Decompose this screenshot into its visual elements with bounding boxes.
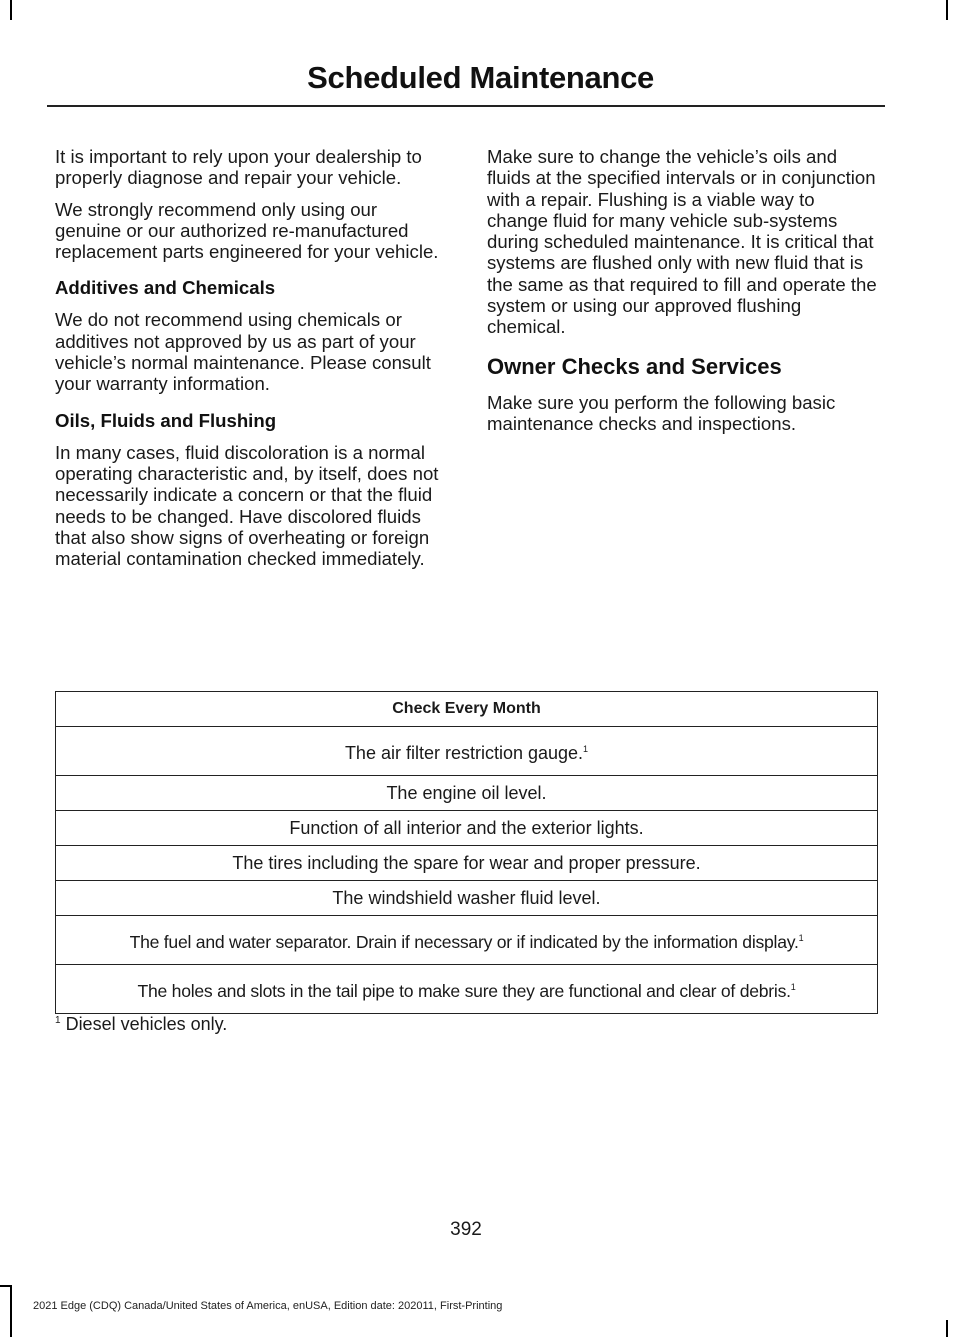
table-row xyxy=(56,965,878,1014)
footnote-marker: 1 xyxy=(583,743,589,754)
crop-mark-bottom-right xyxy=(946,1320,948,1337)
table-row xyxy=(56,846,878,881)
heading-additives: Additives and Chemicals xyxy=(55,277,276,299)
crop-mark-top-right xyxy=(946,0,948,20)
footnote-marker: 1 xyxy=(798,932,804,943)
crop-mark-top-left xyxy=(10,0,12,20)
table-cell: The air filter restriction gauge.$^1$ xyxy=(56,727,878,776)
heading-oils-fluids: Oils, Fluids and Flushing xyxy=(55,409,277,431)
table-header: Check Every Month xyxy=(56,692,878,727)
table-cell: The fuel and water separator. Drain if necessary or if indicated by the information display.$^1$ xyxy=(56,916,878,965)
table-row xyxy=(56,727,878,776)
table-row xyxy=(56,776,878,811)
table-cell: The engine oil level. xyxy=(56,776,878,811)
table-cell: The tires including the spare for wear and proper pressure. xyxy=(56,846,878,881)
footnote-number: 1 xyxy=(55,1015,61,1026)
table-cell: The holes and slots in the tail pipe to make sure they are functional and clear of debris.$^1$ xyxy=(56,965,878,1014)
crop-mark-bottom-left-h xyxy=(0,1285,12,1287)
table-row xyxy=(56,916,878,965)
page-title: Scheduled Maintenance xyxy=(307,60,654,95)
heading-owner-checks: Owner Checks and Services xyxy=(487,353,782,379)
left-column xyxy=(55,146,447,579)
page-number: 392 xyxy=(450,1219,482,1240)
paragraph-genuine-parts: We strongly recommend only using our genuine or our authorized re-manufactured replacement parts engineered for your vehicle. xyxy=(55,198,439,263)
table-row xyxy=(56,811,878,846)
table-footnote xyxy=(55,1014,227,1035)
paragraph-discoloration: In many cases, fluid discoloration is a normal operating characteristic and, by itself, does not necessarily indicate a concern or that the fluid needs to be changed. Have discolored fluids that also show signs of overheating or foreign material contamination checked immediately. xyxy=(55,441,439,570)
footnote-text: Diesel vehicles only. xyxy=(60,1014,228,1034)
table-row xyxy=(56,881,878,916)
crop-mark-bottom-left xyxy=(10,1285,12,1337)
paragraph-flushing: Make sure to change the vehicle’s oils and fluids at the specified intervals or in conjunction with a repair. Flushing is a viable way to change fluid for many vehicle sub-systems during scheduled maintenance. It is critical that systems are flushed only with new fluid that is the same as that required to fill and operate the system or using our approved flushing chemical. xyxy=(487,146,877,338)
monthly-checks-table xyxy=(55,691,878,1014)
edition-footer: 2021 Edge (CDQ) Canada/United States of America, enUSA, Edition date: 202011, First-Printing xyxy=(33,1300,503,1312)
table-cell: The windshield washer fluid level. xyxy=(56,881,878,916)
paragraph-dealership: It is important to rely upon your dealership to properly diagnose and repair your vehicle. xyxy=(55,146,422,189)
paragraph-basic-checks: Make sure you perform the following basic maintenance checks and inspections. xyxy=(487,391,836,434)
table-cell: Function of all interior and the exterior lights. xyxy=(56,811,878,846)
header-divider xyxy=(47,105,885,107)
right-column xyxy=(487,146,879,444)
footnote-marker: 1 xyxy=(790,981,796,992)
paragraph-additives: We do not recommend using chemicals or additives not approved by us as part of your vehicle’s normal maintenance. Please consult your warranty information. xyxy=(55,309,431,395)
